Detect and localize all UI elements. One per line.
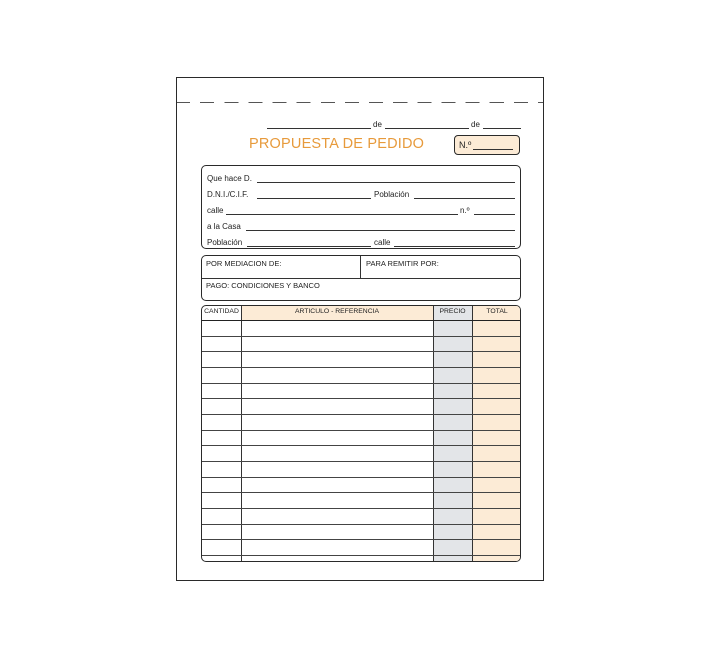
- header-cantidad: CANTIDAD: [204, 308, 239, 315]
- table-row[interactable]: [202, 445, 520, 446]
- header-articulo: ARTICULO - REFERENCIA: [294, 308, 380, 315]
- table-row[interactable]: [202, 539, 520, 540]
- table-row[interactable]: [202, 351, 520, 352]
- table-row[interactable]: [202, 383, 520, 384]
- numero-line[interactable]: [474, 214, 515, 215]
- por-mediacion-label: POR MEDIACION DE:: [206, 259, 282, 268]
- table-row[interactable]: [202, 398, 520, 399]
- para-remitir-label: PARA REMITIR POR:: [366, 259, 439, 268]
- a-la-casa-line[interactable]: [246, 230, 515, 231]
- mediation-box: [201, 255, 521, 301]
- order-number-line: [473, 149, 513, 150]
- table-row[interactable]: [202, 430, 520, 431]
- dni-label: D.N.I./C.I.F.: [207, 190, 249, 199]
- order-number-label: N.º: [459, 140, 472, 150]
- poblacion-line-2[interactable]: [247, 246, 371, 247]
- table-row[interactable]: [202, 492, 520, 493]
- order-form-sheet: [176, 77, 544, 581]
- form-title: PROPUESTA DE PEDIDO: [249, 136, 425, 152]
- date-de-label-2: de: [471, 120, 480, 129]
- mediation-divider: [360, 256, 361, 278]
- table-row[interactable]: [202, 336, 520, 337]
- perforation-line: [177, 102, 543, 103]
- date-year-line[interactable]: [483, 128, 521, 129]
- table-row[interactable]: [202, 414, 520, 415]
- que-hace-label: Que hace D.: [207, 174, 252, 183]
- order-number-box[interactable]: [454, 135, 520, 155]
- numero-label: n.º: [460, 206, 470, 215]
- table-row[interactable]: [202, 367, 520, 368]
- a-la-casa-label: a la Casa: [207, 222, 241, 231]
- date-month-line[interactable]: [385, 128, 469, 129]
- mediation-hline: [202, 278, 520, 279]
- pago-label: PAGO: CONDICIONES Y BANCO: [206, 281, 320, 290]
- header-precio: PRECIO: [439, 308, 466, 315]
- table-row[interactable]: [202, 524, 520, 525]
- date-day-line[interactable]: [267, 128, 371, 129]
- poblacion-label-1: Población: [374, 190, 410, 199]
- que-hace-line[interactable]: [257, 182, 515, 183]
- dni-line[interactable]: [257, 198, 371, 199]
- table-row[interactable]: [202, 461, 520, 462]
- date-de-label-1: de: [373, 120, 382, 129]
- calle-line-1[interactable]: [226, 214, 458, 215]
- table-row[interactable]: [202, 477, 520, 478]
- poblacion-line-1[interactable]: [414, 198, 515, 199]
- header-total: TOTAL: [486, 308, 508, 315]
- items-table: [201, 305, 521, 562]
- customer-box: [201, 165, 521, 249]
- calle-label-1: calle: [207, 206, 224, 215]
- header-bottom-line: [202, 320, 520, 321]
- table-row[interactable]: [202, 555, 520, 556]
- poblacion-label-2: Población: [207, 238, 243, 247]
- calle-label-2: calle: [374, 238, 391, 247]
- calle-line-2[interactable]: [394, 246, 515, 247]
- table-row[interactable]: [202, 508, 520, 509]
